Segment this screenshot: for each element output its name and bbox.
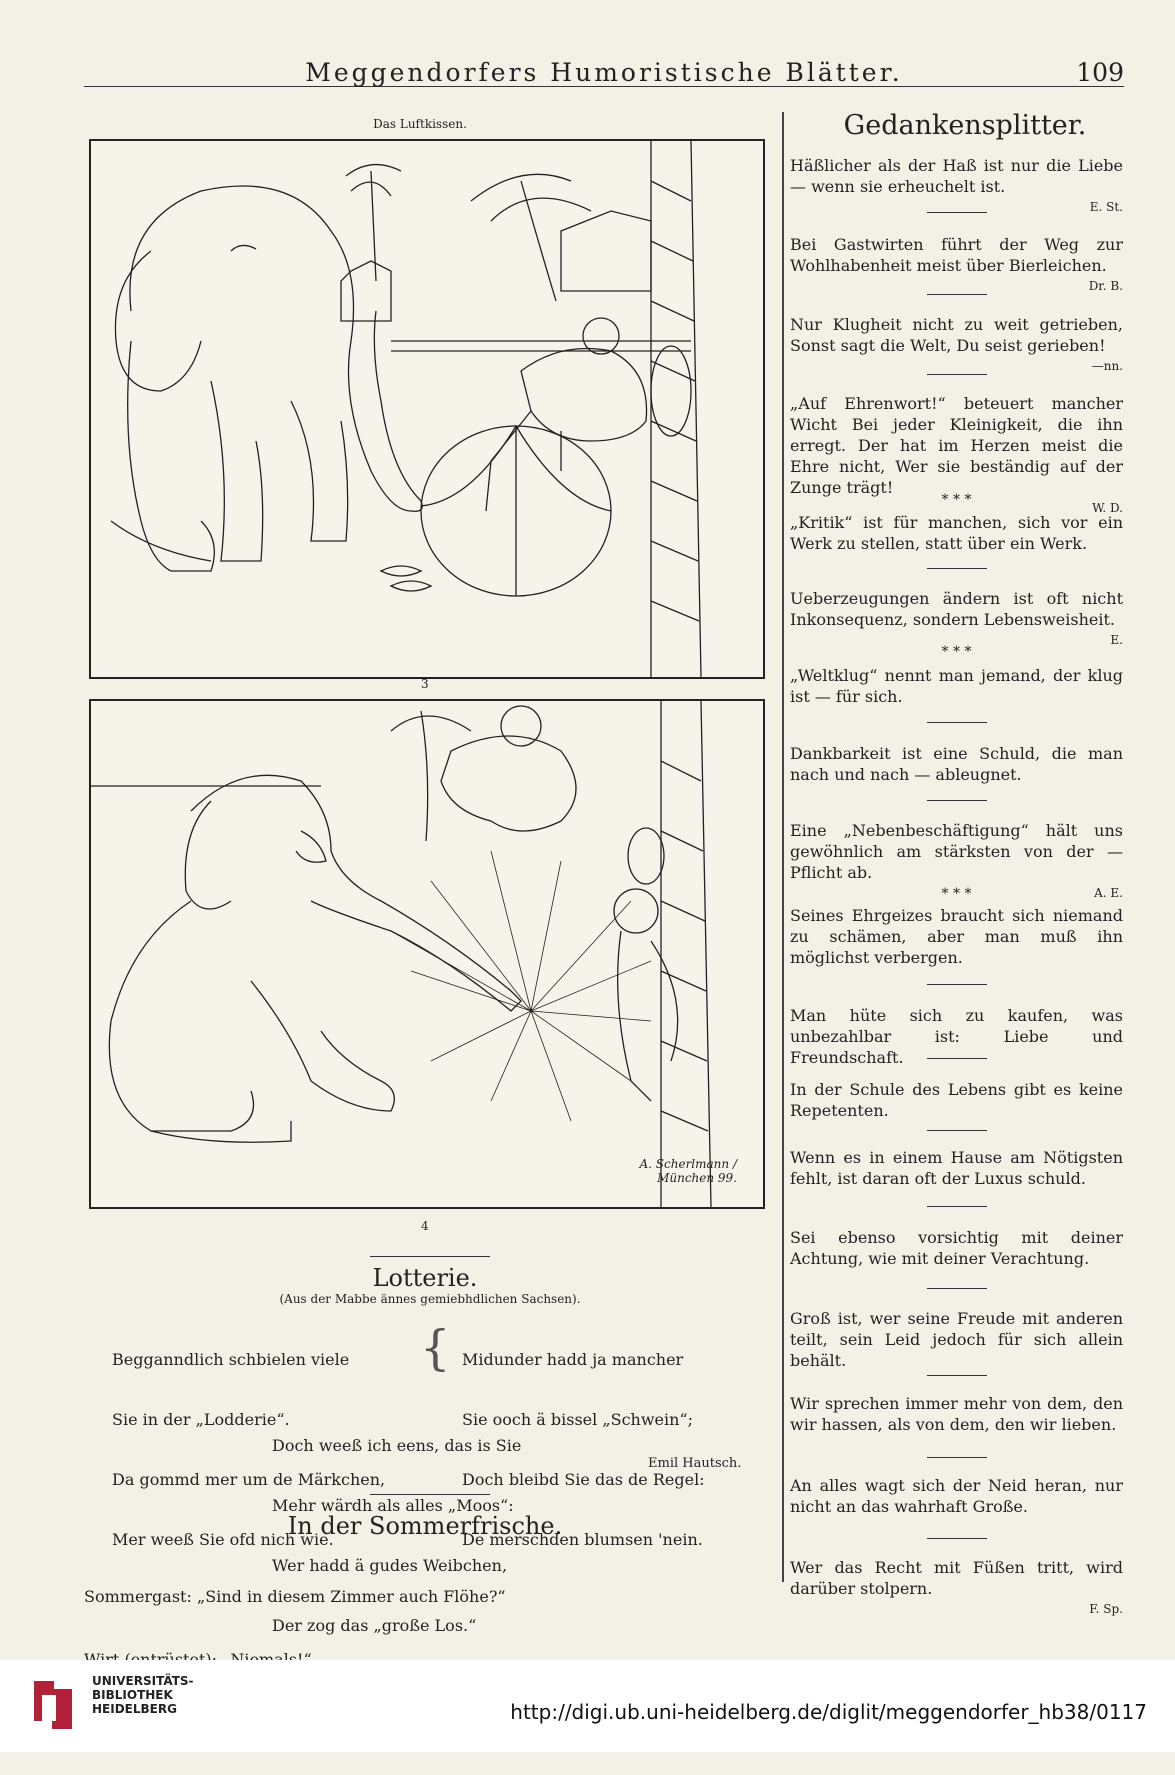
permalink-url[interactable]: http://digi.ub.uni-heidelberg.de/diglit/meggendorfer_hb38/0117 (510, 1700, 1147, 1724)
aphorism-text: Wir sprechen immer mehr von dem, den wir hassen, als von dem, den wir lieben. (790, 1394, 1123, 1434)
library-name-line: BIBLIOTHEK (92, 1688, 173, 1702)
poem-line: Doch weeß ich eens, das is Sie (272, 1436, 522, 1455)
running-header (84, 58, 1124, 87)
poem-line: Midunder hadd ja mancher (462, 1350, 684, 1369)
aphorism-text: „Weltklug“ nennt man jemand, der klug ist — für sich. (790, 666, 1123, 706)
separator (927, 294, 987, 295)
column-divider (782, 112, 784, 1582)
poem-line: Wer hadd ä gudes Weibchen, (272, 1556, 508, 1575)
separator (927, 374, 987, 375)
page-number: 109 (1076, 58, 1124, 87)
aphorism-text: In der Schule des Lebens gibt es keine Repetenten. (790, 1080, 1123, 1120)
poem-line: Der zog das „große Los.“ (272, 1616, 477, 1635)
aphorism-text: Nur Klugheit nicht zu weit getrieben, Sonst sagt die Welt, Du seist gerieben! (790, 315, 1123, 355)
aphorism (790, 1393, 1123, 1435)
aphorism-text: Eine „Nebenbeschäftigung“ hält uns gewöhnlich am stärksten von der — Pflicht ab. (790, 821, 1123, 882)
library-name-line: HEIDELBERG (92, 1702, 177, 1716)
aphorism (790, 1557, 1123, 1620)
aphorism (790, 314, 1123, 377)
elephant-cushion-drawing (91, 141, 763, 677)
aphorism-text: Ueberzeugungen ändern ist oft nicht Inkonsequenz, sondern Lebensweisheit. (790, 589, 1123, 629)
aphorism (790, 1079, 1123, 1121)
dialog-title: In der Sommerfrische. (287, 1512, 563, 1540)
journal-title: Meggendorfers Humoristische Blätter. (305, 58, 903, 87)
figure3-caption: Das Luftkissen. (373, 117, 467, 131)
aphorism-text: „Auf Ehrenwort!“ beteuert mancher Wicht Bei jeder Kleinigkeit, die ihn erregt. Der hat im Herzen meist die Ehre nicht, Wer sie beständig auf der Zunge trägt! (790, 394, 1123, 497)
aphorism (790, 743, 1123, 785)
aphorism (790, 1227, 1123, 1269)
aphorism-signature: W. D. (1092, 501, 1123, 515)
aphorism (790, 905, 1123, 968)
artist-signature: A. Scherlmann / München 99. (639, 1157, 737, 1185)
poem-author: Emil Hautsch. (648, 1456, 742, 1471)
aphorism (790, 1475, 1123, 1517)
aphorism-signature: F. Sp. (1089, 1602, 1123, 1616)
separator (927, 984, 987, 985)
separator (927, 800, 987, 801)
aphorism-text: Dankbarkeit ist eine Schuld, die man nach und nach — ableugnet. (790, 744, 1123, 784)
library-name (92, 1674, 194, 1716)
aphorism-text: Bei Gastwirten führt der Weg zur Wohlhabenheit meist über Bierleichen. (790, 235, 1123, 275)
stars-divider: * * * (941, 644, 972, 660)
poem-line: De merschden blumsen 'nein. (462, 1530, 703, 1549)
stars-divider: * * * (941, 886, 972, 902)
aphorism-text: Wenn es in einem Hause am Nötigsten fehlt, ist daran oft der Luxus schuld. (790, 1148, 1123, 1188)
elephant-explosion-drawing (91, 701, 763, 1207)
poem-line: Doch bleibd Sie das de Regel: (462, 1470, 705, 1489)
aphorism (790, 1147, 1123, 1189)
aphorism (790, 234, 1123, 297)
poem-line: Mer weeß Sie ofd nich wie. (112, 1530, 334, 1549)
aphorism-text: „Kritik“ ist für manchen, sich vor ein Werk zu stellen, statt über ein Werk. (790, 513, 1123, 553)
separator (927, 1538, 987, 1539)
aphorisms-title: Gedankensplitter. (843, 110, 1087, 141)
aphorism-text: Sei ebenso vorsichtig mit deiner Achtung, wie mit deiner Verachtung. (790, 1228, 1123, 1268)
aphorism-signature: E. (1110, 633, 1123, 647)
aphorism-text: Wer das Recht mit Füßen tritt, wird darüber stolpern. (790, 1558, 1123, 1598)
library-name-line: UNIVERSITÄTS- (92, 1674, 194, 1688)
figure4-number: 4 (421, 1219, 429, 1233)
aphorism-signature: Dr. B. (1088, 279, 1123, 293)
separator (927, 1375, 987, 1376)
poem-line: Begganndlich schbielen viele (112, 1350, 350, 1369)
aphorism-text: An alles wagt sich der Neid heran, nur nicht an das wahrhaft Große. (790, 1476, 1123, 1516)
dialog-line: Sommergast: „Sind in diesem Zimmer auch Flöhe?“ (84, 1587, 506, 1606)
aphorism-signature: A. E. (1094, 886, 1123, 900)
library-footer (0, 1660, 1175, 1752)
separator (927, 1288, 987, 1289)
separator (927, 722, 987, 723)
illustration-elephant-explosion (89, 699, 765, 1209)
aphorism-text: Häßlicher als der Haß ist nur die Liebe — wenn sie erheuchelt ist. (790, 156, 1123, 196)
aphorism-text: Seines Ehrgeizes braucht sich niemand zu schämen, aber man muß ihn möglichst verbergen. (790, 906, 1123, 967)
separator (927, 568, 987, 569)
poem-subtitle: (Aus der Mabbe ännes gemiebhdlichen Sachsen). (279, 1292, 581, 1306)
ornament-rule-2 (370, 1494, 490, 1495)
separator (927, 1206, 987, 1207)
separator (927, 1457, 987, 1458)
brace-ornament: { (420, 1320, 451, 1376)
poem-line: Sie in der „Lodderie“. (112, 1410, 290, 1429)
aphorism (790, 665, 1123, 707)
aphorism-signature: —nn. (1091, 359, 1123, 373)
library-logo-icon (30, 1673, 82, 1737)
figure3-number: 3 (421, 677, 429, 691)
aphorism-signature: E. St. (1089, 200, 1123, 214)
aphorism (790, 512, 1123, 554)
ornament-rule-1 (370, 1256, 490, 1257)
poem-line: Da gommd mer um de Märkchen, (112, 1470, 386, 1489)
poem-title: Lotterie. (372, 1264, 478, 1292)
poem-line: Mehr wärdh als alles „Moos“: (272, 1496, 514, 1515)
aphorism (790, 155, 1123, 218)
aphorism-text: Man hüte sich zu kaufen, was unbezahlbar ist: Liebe und Freundschaft. (790, 1006, 1123, 1067)
aphorism (790, 588, 1123, 651)
separator (927, 1130, 987, 1131)
separator (927, 212, 987, 213)
aphorism (790, 1308, 1123, 1371)
illustration-elephant-air-cushion (89, 139, 765, 679)
aphorism-text: Groß ist, wer seine Freude mit anderen teilt, sein Leid jedoch für sich allein behält. (790, 1309, 1123, 1370)
stars-divider: * * * (941, 492, 972, 508)
separator (927, 1058, 987, 1059)
poem-line: Sie ooch ä bissel „Schwein“; (462, 1410, 693, 1429)
